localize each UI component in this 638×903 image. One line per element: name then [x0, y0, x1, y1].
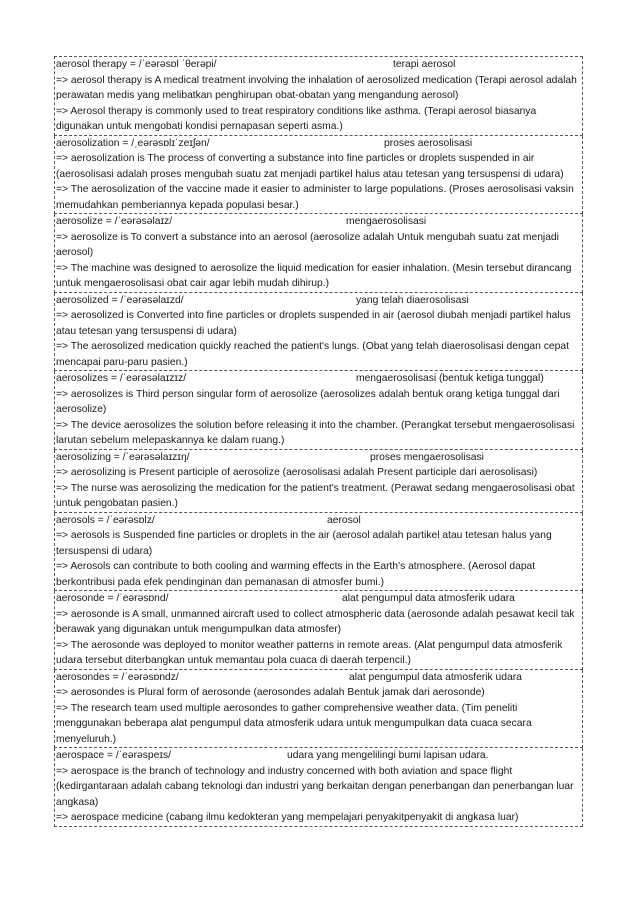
dictionary-entry: [54, 591, 583, 670]
entry-translation: mengaerosolisasi: [346, 216, 427, 227]
entry-example: => The device aerosolizes the solution before releasing it into the chamber. (Perangkat tersebut mengaerosolisasi larutan sebelum melepaskannya ke dalam ruang.): [56, 419, 575, 446]
dictionary-entry: [54, 670, 583, 749]
dictionary-entry: [54, 293, 583, 372]
entry-definition: => aerosolizing is Present participle of aerosolize (aerosolisasi adalah Present participle dari aerosolisasi): [56, 467, 538, 478]
entry-translation: alat pengumpul data atmosferik udara: [349, 671, 522, 683]
entry-term: aerosol therapy = /ˈeərəsɒl ˈθerəpi/: [56, 59, 217, 70]
entry-term: aerospace = /ˈeərəspeɪs/: [56, 750, 171, 761]
entry-definition: => aerosolizes is Third person singular form of aerosolize (aerosolizes adalah bentuk orang ketiga tunggal dari aerosolize): [56, 388, 560, 415]
entry-definition: => aerosondes is Plural form of aerosonde (aerosondes adalah Bentuk jamak dari aerosonde): [56, 687, 485, 698]
dictionary-entry: [54, 513, 583, 592]
entry-translation: terapi aerosol: [393, 59, 456, 70]
entry-translation: alat pengumpul data atmosferik udara: [342, 593, 515, 604]
entry-term: aerosondes = /ˈeərəsɒndz/: [56, 671, 179, 683]
entry-translation: proses aerosolisasi: [384, 137, 473, 149]
entry-example: => The aerosolized medication quickly reached the patient's lungs. (Obat yang telah diaerosolisasi dengan cepat mencapai paru-paru pasien.): [56, 341, 569, 368]
entry-term: aerosolization = /ˌeərəsɒlɪˈzeɪʃən/: [56, 137, 210, 149]
dictionary-entry: [54, 56, 583, 136]
entry-example: => Aerosols can contribute to both cooling and warming effects in the Earth's atmosphere. (Aerosol dapat berkontribusi pada efek pendinginan dan pemanasan di atmosfer bumi.): [56, 561, 536, 588]
dictionary-entry: [54, 748, 583, 827]
entry-header: [56, 513, 581, 529]
entry-example: => The aerosonde was deployed to monitor weather patterns in remote areas. (Alat pengumpul data atmosferik udara tersebut diterbangkan untuk memantau pola cuaca di daerah terpencil.): [56, 639, 563, 666]
dictionary-entry: [54, 450, 583, 513]
entry-header: [56, 136, 581, 152]
entry-example: => The research team used multiple aerosondes to gather comprehensive weather data. (Tim peneliti menggunakan beberapa alat pengumpul data atmosferik udara untuk mengumpulkan data cuaca secara menyeluruh.): [56, 702, 532, 745]
entry-definition: => aerosols is Suspended fine particles or droplets in the air (aerosol adalah partikel atau tetesan halus yang tersuspensi di udara): [56, 530, 552, 557]
entry-term: aerosonde = /ˈeərəsɒnd/: [56, 593, 169, 604]
entry-definition: => aerosolized is Converted into fine particles or droplets suspended in air (aerosol diubah menjadi partikel halus atau tetesan yang tersuspensi di udara): [56, 310, 571, 337]
entry-example: => The nurse was aerosolizing the medication for the patient's treatment. (Perawat sedang mengaerosolisasi obat untuk pengobatan pasien.): [56, 482, 575, 509]
entry-header: [56, 591, 581, 607]
entry-header: [56, 748, 581, 764]
entry-example: => The aerosolization of the vaccine made it easier to administer to large populations. (Proses aerosolisasi vaksin memudahkan pemberiannya kepada populasi besar.): [56, 184, 574, 211]
entry-example: => The machine was designed to aerosolize the liquid medication for easier inhalation. (Mesin tersebut dirancang untuk mengaerosolisasi obat cair agar lebih mudah dihirup.): [56, 262, 572, 289]
entry-translation: udara yang mengelilingi bumi lapisan udara.: [287, 750, 489, 761]
entry-translation: yang telah diaerosolisasi: [356, 294, 469, 306]
dictionary-entry: [54, 214, 583, 293]
dictionary-entry: [54, 371, 583, 450]
entry-example: => aerospace medicine (cabang ilmu kedokteran yang mempelajari penyakitpenyakit di angkasa luar): [56, 812, 519, 823]
entry-header: [56, 450, 581, 466]
entry-term: aerosolize = /ˈeərəsəlaɪz/: [56, 216, 173, 227]
entry-header: [56, 214, 581, 230]
entry-definition: => aerosol therapy is A medical treatment involving the inhalation of aerosolized medication (Terapi aerosol adalah perawatan medis yang melibatkan penghirupan obat-obatan yang mengandung aerosol): [56, 74, 577, 101]
dictionary-page: [54, 56, 583, 827]
entry-translation: proses mengaerosolisasi: [370, 451, 484, 463]
entry-header: [56, 57, 581, 73]
entry-header: [56, 371, 581, 387]
entry-term: aerosols = /ˈeərəsɒlz/: [56, 514, 155, 526]
entry-term: aerosolizes = /ˈeərəsəlaɪzɪz/: [56, 373, 187, 384]
dictionary-entry: [54, 136, 583, 215]
entry-definition: => aerospace is the branch of technology and industry concerned with both aviation and space flight (kedirgantaraan adalah cabang teknologi dan industri yang berkaitan dengan penerbangan dan penerbangan luar angkasa): [56, 765, 574, 808]
entry-definition: => aerosonde is A small, unmanned aircraft used to collect atmospheric data (aerosonde adalah pesawat kecil tak berawak yang digunakan untuk mengumpulkan data atmosfer): [56, 608, 575, 635]
entry-definition: => aerosolize is To convert a substance into an aerosol (aerosolize adalah Untuk mengubah suatu zat menjadi aerosol): [56, 231, 559, 258]
entry-header: [56, 293, 581, 309]
entry-term: aerosolizing = /ˈeərəsəlaɪzɪŋ/: [56, 451, 190, 463]
entry-term: aerosolized = /ˈeərəsəlaɪzd/: [56, 294, 184, 306]
entry-definition: => aerosolization is The process of converting a substance into fine particles or droplets suspended in air (aerosolisasi adalah proses mengubah suatu zat menjadi partikel halus atau tetesan yang tersuspensi di udara): [56, 153, 564, 180]
entry-translation: aerosol: [327, 514, 361, 526]
entry-header: [56, 670, 581, 686]
entry-translation: mengaerosolisasi (bentuk ketiga tunggal): [356, 373, 544, 384]
entry-example: => Aerosol therapy is commonly used to treat respiratory conditions like asthma. (Terapi aerosol biasanya digunakan untuk mengobati kondisi pernapasan seperti asma.): [56, 105, 537, 132]
